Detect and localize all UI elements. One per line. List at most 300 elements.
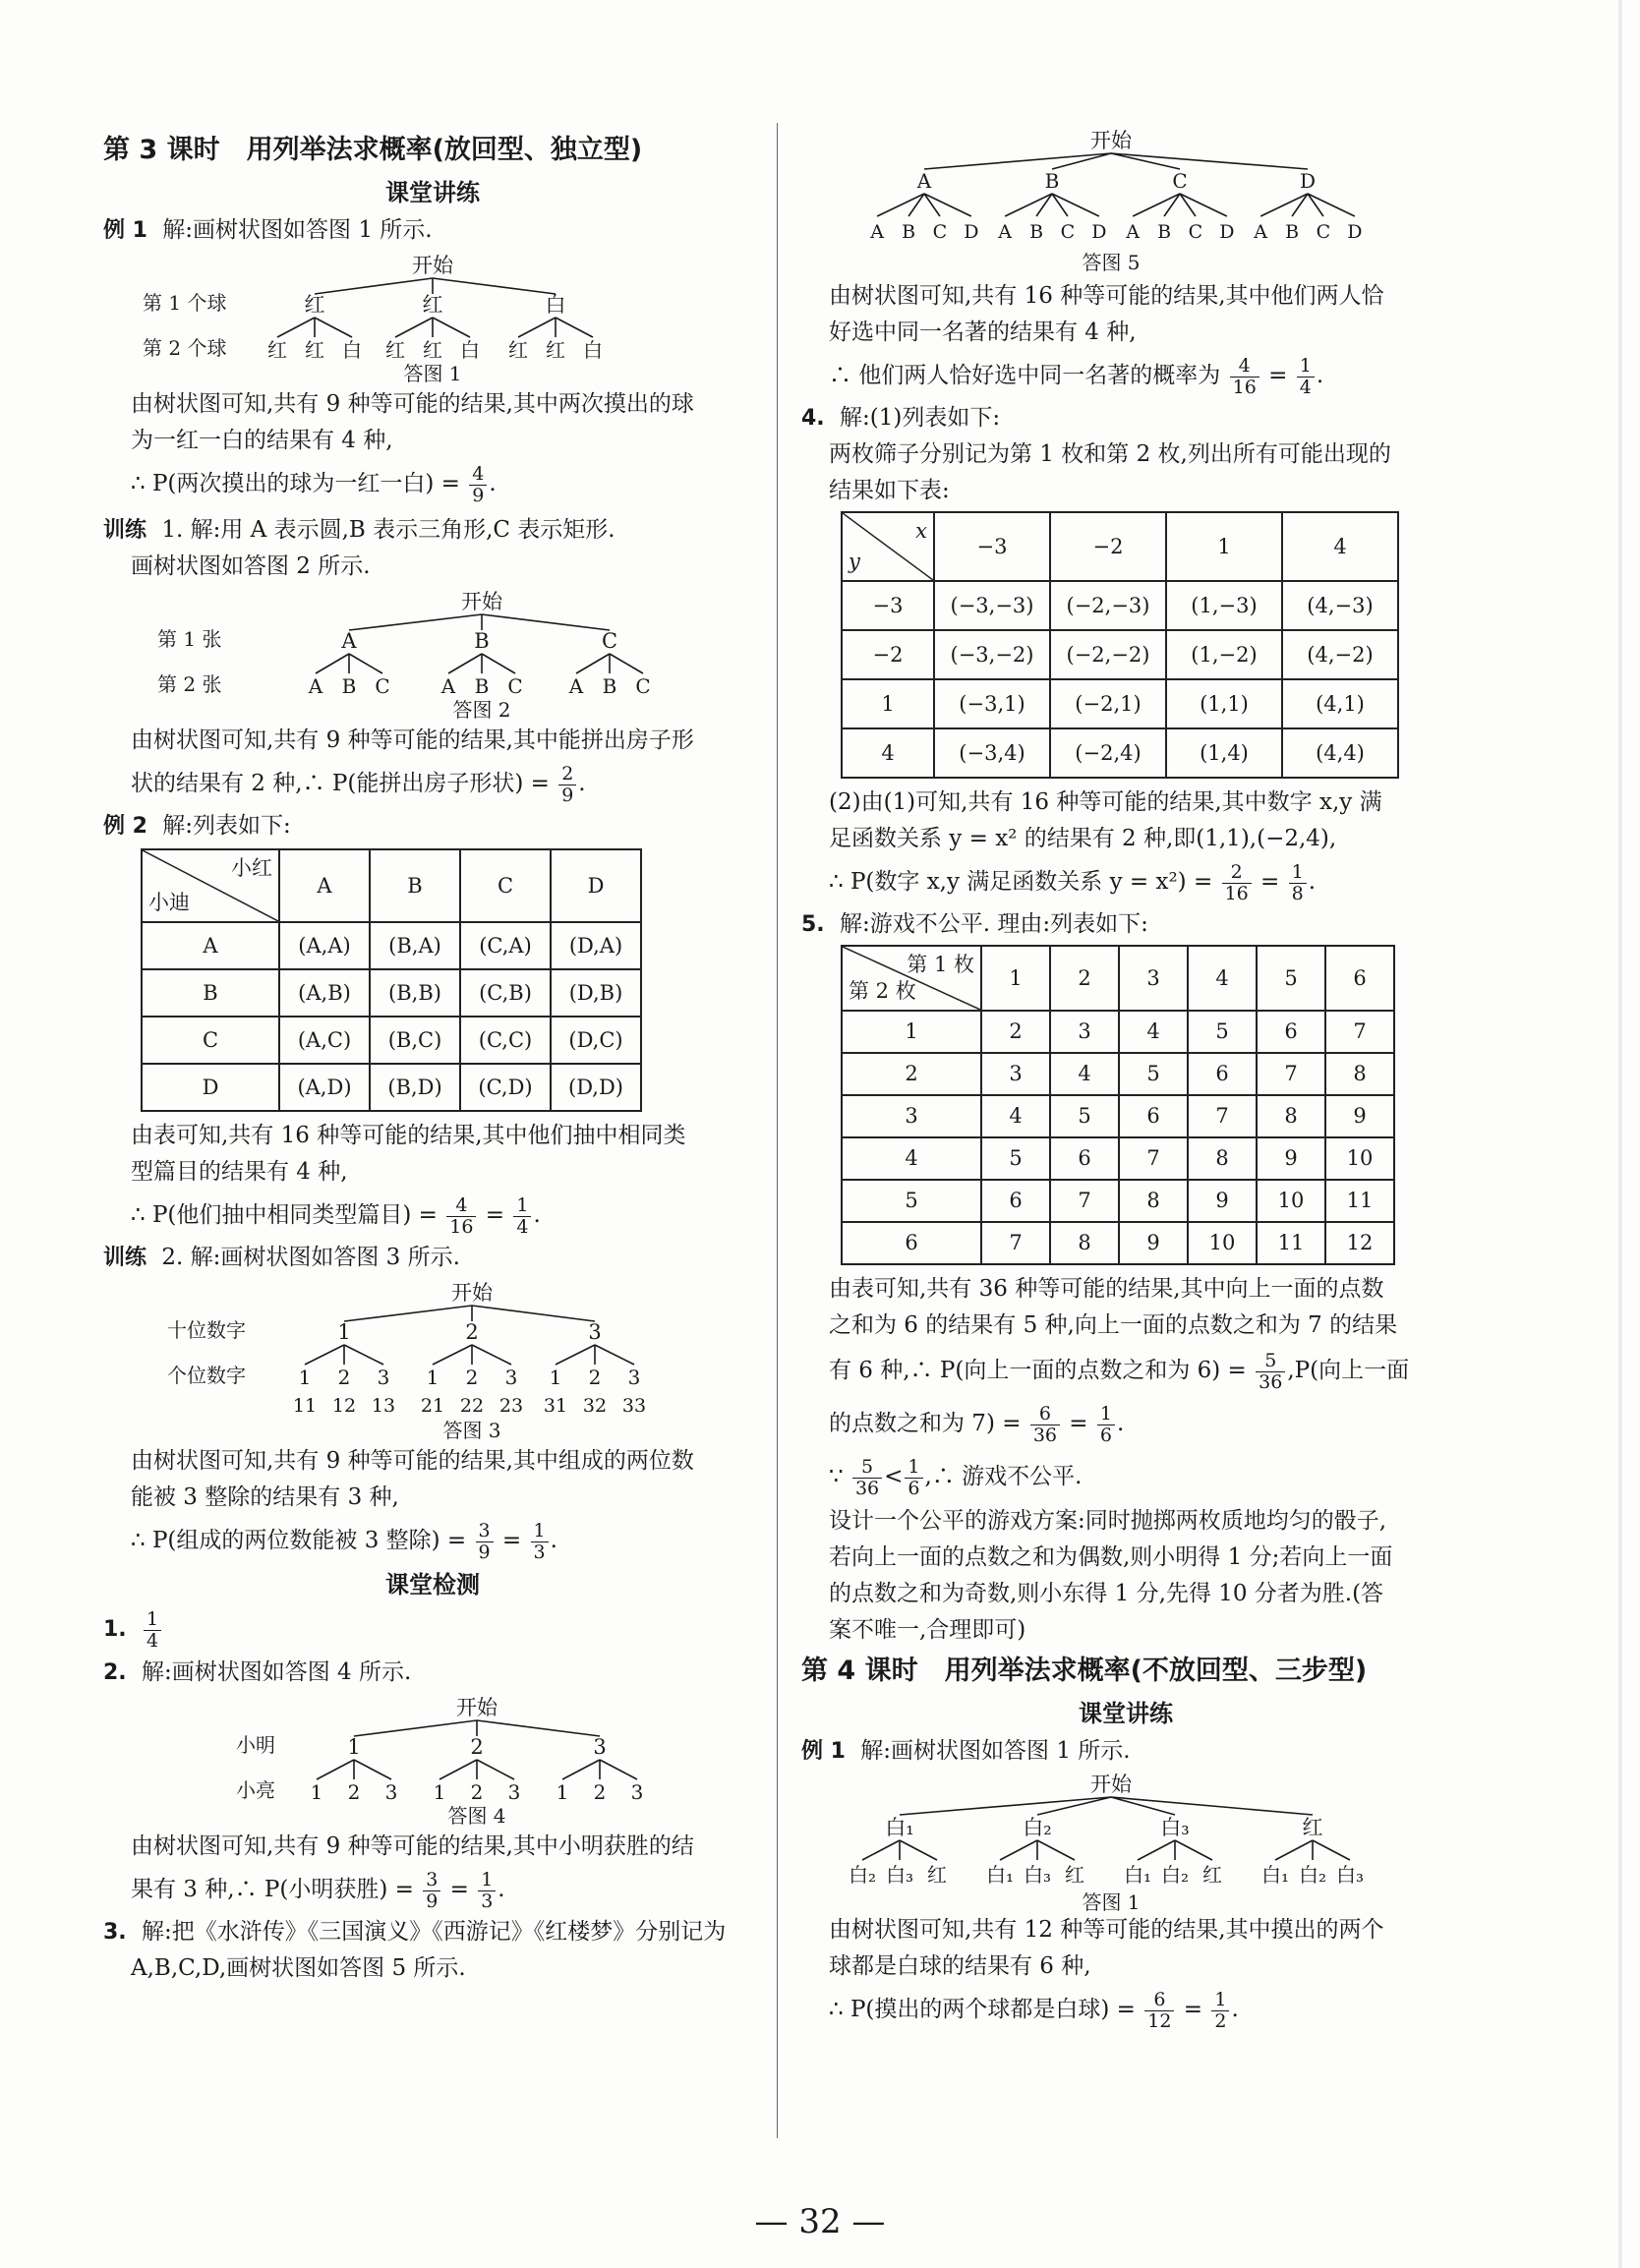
tree-branch bbox=[344, 1306, 472, 1321]
table-cell: 4 bbox=[1119, 1011, 1188, 1053]
table-cell: 5 bbox=[981, 1137, 1050, 1180]
table-row-header: 1 bbox=[842, 1011, 981, 1053]
tree-leaf: 3 bbox=[507, 1780, 521, 1804]
example-1b: 例 1 解:画树状图如答图 1 所示. bbox=[801, 1738, 1131, 1764]
tree-node: A bbox=[916, 169, 932, 193]
tree-leaf: 白₁ bbox=[1260, 1863, 1290, 1887]
tree-leaf: 白₂ bbox=[1298, 1863, 1327, 1887]
table-cell: (C,A) bbox=[460, 922, 551, 969]
tree-root: 开始 bbox=[456, 1696, 498, 1719]
tree-node: A bbox=[341, 629, 357, 653]
tree-branch bbox=[1111, 153, 1308, 169]
tree-node: 3 bbox=[593, 1735, 607, 1759]
tree-row-label: 小明 bbox=[236, 1733, 275, 1757]
tree-leaf: C bbox=[1316, 221, 1331, 243]
corner-top-label: 第 1 枚 bbox=[907, 953, 974, 976]
tree-leaf: D bbox=[1219, 221, 1235, 243]
table-row-header: 4 bbox=[842, 728, 934, 778]
tree-leaf: 白₃ bbox=[1335, 1863, 1365, 1887]
tree-caption: 答图 4 bbox=[447, 1804, 506, 1828]
fraction: $\frac{2}{9}$ bbox=[558, 764, 576, 806]
tree-leaf: 1 bbox=[433, 1780, 446, 1804]
tree-leaf: C bbox=[1060, 221, 1076, 243]
table-header-cell: 2 bbox=[1050, 946, 1119, 1011]
tree-branch bbox=[562, 1760, 600, 1779]
table-cell: 10 bbox=[1257, 1180, 1325, 1222]
tree-row-label: 第 2 张 bbox=[157, 672, 222, 696]
table-cell: 7 bbox=[1325, 1011, 1394, 1053]
tree-branch bbox=[1275, 1840, 1313, 1860]
table-cell: 6 bbox=[1119, 1095, 1188, 1137]
tree-node: 2 bbox=[470, 1735, 484, 1759]
tree-leaf: B bbox=[341, 674, 357, 698]
tree-diagram-4 bbox=[103, 1691, 762, 1829]
table-header-cell: A bbox=[279, 849, 370, 922]
tree-leaf: A bbox=[568, 674, 584, 698]
tree-row-label: 第 1 张 bbox=[157, 627, 222, 651]
training-1: 训练 1. 解:用 A 表示圆,B 表示三角形,C 表示矩形. bbox=[103, 517, 615, 543]
tree-leaf: 1 bbox=[549, 1366, 562, 1389]
example-2: 例 2 解:列表如下: bbox=[103, 813, 291, 839]
table-header-cell: 5 bbox=[1257, 946, 1325, 1011]
table-cell: 6 bbox=[981, 1180, 1050, 1222]
tree-branch bbox=[354, 1720, 477, 1736]
tree-leaf: 2 bbox=[347, 1780, 361, 1804]
table-cell: 6 bbox=[1188, 1053, 1257, 1095]
question-3: 3. 解:把《水浒传》《三国演义》《西游记》《红楼梦》分别记为 bbox=[103, 1919, 727, 1945]
tree-branch bbox=[439, 1760, 477, 1779]
table-cell: 6 bbox=[1050, 1137, 1119, 1180]
table-cell: (A,C) bbox=[279, 1017, 370, 1064]
tree-leaf: B bbox=[1285, 221, 1300, 243]
table-cell: 9 bbox=[1119, 1222, 1188, 1264]
table-cell: 8 bbox=[1188, 1137, 1257, 1180]
table-row-header: −2 bbox=[842, 630, 934, 679]
tree-branch bbox=[556, 1345, 595, 1365]
left-column: 第 3 课时 用列举法求概率(放回型、独立型) 课堂讲练 例 1 解:画树状图如答图 1 所示. 开始 第 1 个球 第 2 个球 红 红 红 白 红 红 红 白 白 红 红 白 答图 1 由树状图可知,共有 9 种等可能的结果,其中两次摸出的球 为一红一白的结果有 4 种, ∴ P(两次摸出的球为一红一白) = $\frac{4}{9}$ . 训练 1. 解:用 A 表示圆,B 表示三角形,C 表示矩形. 画树状图如答图 2 所示. 开始 第 1 张 第 2 张 A A B C B A B C C A B C 答图 2 由树状图可知,共有 9 种等可能的结果,其中能拼出房子形 状的结果有 2 种,∴ P(能拼出房子形状) = $\frac{2}{9}$ . 例 2 解:列表如下: 小红 小迪 A B C D A (A,A) (B,A) (C,A) (D,A) B (A,B) (B,B) (C,B) (D,B) C (A,C) (B,C) (C,C) (D,C) D (A,D) (B,D) (C,D) (D,D) 由表可知,共有 16 种等可能的结果,其中他们抽中相同类 型篇目的结果有 4 种, ∴ P(他们抽中相同类型篇目) = $\frac{4}{16}$ = $\frac{1}{4}$ . 训练 2. 解:画树状图如答图 3 所示. 开始 十位数字 个位数字 1 1 2 3 2 1 2 3 3 1 2 3 11 12 13 21 22 23 31 32 33 答图 3 由树状图可知,共有 9 种等可能的结果,其中组成的两位数 能被 3 整除的结果有 3 种, ∴ P(组成的两位数能被 3 整除) = $\frac{3}{9}$ = $\frac{1}{3}$ . 课堂检测 1. $\frac{1}{4}$ 2. 解:画树状图如答图 4 所示. 开始 小明 小亮 1 1 2 3 2 1 2 3 3 1 2 3 答图 4 由树状图可知,共有 9 种等可能的结果,其中小明获胜的结 果有 3 种,∴ P(小明获胜) = $\frac{3}{9}$ = $\frac{1}{3}$ . 3. 解:把《水浒传》《三国演义》《西游记》《红楼梦》分别记为 A,B,C,D,画树状图如答图 5 所示. bbox=[103, 128, 762, 1987]
table-cell: 9 bbox=[1257, 1137, 1325, 1180]
tree-branch bbox=[900, 1797, 1111, 1815]
table-cell: (A,A) bbox=[279, 922, 370, 969]
tree-node: 2 bbox=[465, 1320, 479, 1344]
table-cell: 11 bbox=[1257, 1222, 1325, 1264]
tree-leaf: 红 bbox=[546, 338, 565, 362]
tree-leaf: D bbox=[1091, 221, 1107, 243]
tree-node: C bbox=[601, 629, 618, 653]
question-5-table bbox=[841, 945, 1395, 1265]
table-cell: 5 bbox=[1050, 1095, 1119, 1137]
tree-root: 开始 bbox=[1090, 129, 1132, 152]
table-cell: (−3,−2) bbox=[934, 630, 1050, 679]
table-cell: 2 bbox=[981, 1011, 1050, 1053]
tree-node: C bbox=[1172, 169, 1188, 193]
training-2: 训练 2. 解:画树状图如答图 3 所示. bbox=[103, 1245, 460, 1270]
tree-leaf: 3 bbox=[384, 1780, 398, 1804]
tree-node: 白₃ bbox=[1160, 1816, 1190, 1839]
tree-branch bbox=[576, 654, 610, 673]
table-row bbox=[842, 1053, 1394, 1095]
tree-node: B bbox=[474, 629, 490, 653]
table-cell: 7 bbox=[1257, 1053, 1325, 1095]
table-row bbox=[842, 1222, 1394, 1264]
lesson-title: 第 3 课时 用列举法求概率(放回型、独立型) bbox=[103, 135, 643, 165]
table-header-cell: C bbox=[460, 849, 551, 922]
table-cell: 9 bbox=[1325, 1095, 1394, 1137]
table-header-cell: 1 bbox=[981, 946, 1050, 1011]
table-cell: 6 bbox=[1257, 1011, 1325, 1053]
example-2-table bbox=[141, 848, 642, 1112]
table-row-header: 1 bbox=[842, 679, 934, 728]
tree-branch bbox=[344, 1345, 383, 1365]
table-row-header: A bbox=[142, 922, 279, 969]
table-cell: 4 bbox=[1050, 1053, 1119, 1095]
tree-node: 白 bbox=[545, 293, 566, 317]
tree-node: 白₂ bbox=[1023, 1816, 1052, 1839]
table-corner-cell bbox=[842, 946, 981, 1011]
table-cell: 10 bbox=[1188, 1222, 1257, 1264]
tree-leaf: 白₃ bbox=[1023, 1863, 1052, 1887]
tree-caption: 答图 2 bbox=[452, 698, 511, 722]
table-cell: (1,4) bbox=[1166, 728, 1282, 778]
tree-branch bbox=[477, 1760, 514, 1779]
tree-node: 1 bbox=[347, 1735, 361, 1759]
table-cell: 4 bbox=[981, 1095, 1050, 1137]
tree-leaf: 红 bbox=[927, 1863, 947, 1887]
tree-branch bbox=[518, 318, 556, 337]
tree-leaf: 白₁ bbox=[1123, 1863, 1152, 1887]
tree-branch bbox=[1175, 1840, 1212, 1860]
tree-branch bbox=[349, 654, 382, 673]
tree-leaf: 3 bbox=[627, 1366, 641, 1389]
example-label: 例 1 bbox=[103, 218, 147, 243]
tree-leaf: 1 bbox=[298, 1366, 312, 1389]
table-row bbox=[142, 1017, 641, 1064]
tree-leaf: B bbox=[1157, 221, 1172, 243]
tree-root: 开始 bbox=[1090, 1773, 1132, 1796]
table-cell: 9 bbox=[1188, 1180, 1257, 1222]
question-2: 2. 解:画树状图如答图 4 所示. bbox=[103, 1659, 412, 1685]
table-header-row bbox=[842, 512, 1398, 581]
tree-leaf: C bbox=[507, 674, 523, 698]
table-row-header: 4 bbox=[842, 1137, 981, 1180]
tree-leaf: 2 bbox=[470, 1780, 484, 1804]
question-4-table bbox=[841, 511, 1399, 779]
tree-number: 23 bbox=[498, 1395, 524, 1417]
table-cell: (B,C) bbox=[370, 1017, 460, 1064]
tree-branch bbox=[317, 1760, 354, 1779]
table-cell: (C,C) bbox=[460, 1017, 551, 1064]
table-cell: (4,1) bbox=[1282, 679, 1398, 728]
corner-bottom-label: y bbox=[849, 550, 860, 573]
fraction: $\frac{4}{9}$ bbox=[469, 464, 487, 506]
table-cell: 8 bbox=[1257, 1095, 1325, 1137]
tree-leaf: B bbox=[474, 674, 490, 698]
table-row bbox=[842, 728, 1398, 778]
tree-branch bbox=[349, 614, 482, 630]
tree-node: 红 bbox=[304, 293, 325, 317]
tree-branch bbox=[862, 1840, 900, 1860]
tree-diagram-2 bbox=[103, 585, 762, 723]
tree-leaf: C bbox=[635, 674, 651, 698]
table-cell: 7 bbox=[1050, 1180, 1119, 1222]
tree-number: 31 bbox=[543, 1395, 568, 1417]
table-row-header: 3 bbox=[842, 1095, 981, 1137]
tree-leaf: 白 bbox=[583, 338, 603, 362]
tree-leaf: 红 bbox=[423, 338, 442, 362]
tree-leaf: 1 bbox=[426, 1366, 439, 1389]
tree-leaf: A bbox=[440, 674, 456, 698]
table-row bbox=[142, 922, 641, 969]
table-cell: (−3,1) bbox=[934, 679, 1050, 728]
tree-branch bbox=[395, 318, 433, 337]
tree-node: 红 bbox=[1302, 1816, 1323, 1839]
tree-leaf: D bbox=[964, 221, 979, 243]
table-cell: (1,−2) bbox=[1166, 630, 1282, 679]
tree-branch bbox=[482, 614, 610, 630]
table-row-header: 5 bbox=[842, 1180, 981, 1222]
question-4: 4. 解:(1)列表如下: bbox=[801, 405, 1001, 431]
corner-bottom-label: 第 2 枚 bbox=[849, 979, 916, 1003]
tree-caption: 答图 5 bbox=[1082, 251, 1141, 274]
tree-branch bbox=[1138, 1840, 1175, 1860]
table-row-header: 2 bbox=[842, 1053, 981, 1095]
table-cell: (D,C) bbox=[551, 1017, 641, 1064]
table-cell: (−2,1) bbox=[1050, 679, 1166, 728]
tree-row-label: 十位数字 bbox=[167, 1318, 246, 1342]
table-cell: 11 bbox=[1325, 1180, 1394, 1222]
table-row bbox=[842, 581, 1398, 630]
table-cell: 10 bbox=[1325, 1137, 1394, 1180]
tree-leaf: 2 bbox=[588, 1366, 602, 1389]
tree-row-label: 小亮 bbox=[236, 1778, 275, 1802]
tree-branch bbox=[610, 654, 643, 673]
tree-root: 开始 bbox=[461, 590, 502, 613]
tree-branch bbox=[477, 1720, 600, 1736]
table-cell: 7 bbox=[1119, 1137, 1188, 1180]
table-row bbox=[842, 630, 1398, 679]
tree-caption: 答图 1 bbox=[1082, 1890, 1141, 1912]
tree-leaf: C bbox=[1188, 221, 1203, 243]
tree-number: 33 bbox=[621, 1395, 647, 1417]
tree-diagram-1 bbox=[103, 249, 762, 386]
tree-branch bbox=[1313, 1840, 1350, 1860]
table-cell: 7 bbox=[1188, 1095, 1257, 1137]
table-header-cell: B bbox=[370, 849, 460, 922]
table-corner-cell bbox=[842, 512, 934, 581]
tree-leaf: 红 bbox=[1202, 1863, 1222, 1887]
table-cell: (D,A) bbox=[551, 922, 641, 969]
table-cell: 5 bbox=[1188, 1011, 1257, 1053]
tree-leaf: 2 bbox=[465, 1366, 479, 1389]
tree-row-label: 第 1 个球 bbox=[143, 291, 227, 315]
table-cell: (C,D) bbox=[460, 1064, 551, 1111]
tree-leaf: 红 bbox=[305, 338, 324, 362]
table-cell: 8 bbox=[1119, 1180, 1188, 1222]
tree-leaf: B bbox=[1029, 221, 1044, 243]
table-cell: (−3,−3) bbox=[934, 581, 1050, 630]
tree-branch bbox=[354, 1760, 391, 1779]
tree-branch bbox=[433, 1345, 472, 1365]
table-cell: (D,D) bbox=[551, 1064, 641, 1111]
tree-leaf: 3 bbox=[630, 1780, 644, 1804]
tree-leaf: B bbox=[902, 221, 916, 243]
corner-top-label: 小红 bbox=[231, 856, 272, 880]
section-heading: 课堂讲练 bbox=[385, 179, 480, 206]
tree-leaf: A bbox=[870, 221, 885, 243]
table-cell: (A,B) bbox=[279, 969, 370, 1017]
table-cell: (B,D) bbox=[370, 1064, 460, 1111]
table-cell: (4,−2) bbox=[1282, 630, 1398, 679]
table-row bbox=[142, 969, 641, 1017]
tree-number: 21 bbox=[420, 1395, 445, 1417]
tree-leaf: 3 bbox=[504, 1366, 518, 1389]
tree-leaf: 白₃ bbox=[885, 1863, 914, 1887]
table-header-cell: 4 bbox=[1282, 512, 1398, 581]
tree-leaf: 白₂ bbox=[1160, 1863, 1190, 1887]
table-row-header: B bbox=[142, 969, 279, 1017]
table-cell: (4,−3) bbox=[1282, 581, 1398, 630]
tree-leaf: 白₁ bbox=[985, 1863, 1015, 1887]
tree-leaf: 2 bbox=[337, 1366, 351, 1389]
corner-bottom-label: 小迪 bbox=[148, 891, 190, 914]
lesson-title-2: 第 4 课时 用列举法求概率(不放回型、三步型) bbox=[801, 1656, 1368, 1686]
tree-branch bbox=[600, 1760, 637, 1779]
tree-leaf: C bbox=[932, 221, 948, 243]
table-cell: (−2,−3) bbox=[1050, 581, 1166, 630]
page-edge bbox=[1618, 0, 1622, 2268]
table-cell: 8 bbox=[1050, 1222, 1119, 1264]
corner-top-label: x bbox=[915, 519, 927, 543]
tree-leaf: A bbox=[308, 674, 323, 698]
tree-leaf: 1 bbox=[556, 1780, 569, 1804]
table-row-header: D bbox=[142, 1064, 279, 1111]
tree-node: B bbox=[1044, 169, 1060, 193]
table-cell: (−2,4) bbox=[1050, 728, 1166, 778]
table-cell: 12 bbox=[1325, 1222, 1394, 1264]
tree-branch bbox=[482, 654, 515, 673]
table-cell: (D,B) bbox=[551, 969, 641, 1017]
tree-leaf: 白₂ bbox=[848, 1863, 877, 1887]
tree-leaf: 红 bbox=[1065, 1863, 1084, 1887]
tree-node: 白₁ bbox=[885, 1816, 914, 1839]
tree-branch bbox=[472, 1306, 595, 1321]
tree-branch bbox=[433, 278, 556, 294]
table-row-header: 6 bbox=[842, 1222, 981, 1264]
section-heading: 课堂讲练 bbox=[1079, 1700, 1173, 1727]
section-heading: 课堂检测 bbox=[385, 1571, 480, 1599]
tree-node: 3 bbox=[588, 1320, 602, 1344]
tree-row-label: 个位数字 bbox=[167, 1364, 246, 1387]
example-1: 例 1 解:画树状图如答图 1 所示. bbox=[103, 217, 433, 243]
table-cell: (4,4) bbox=[1282, 728, 1398, 778]
tree-root: 开始 bbox=[451, 1281, 493, 1305]
column-divider bbox=[777, 123, 778, 2138]
table-cell: (−2,−2) bbox=[1050, 630, 1166, 679]
page-number: — 32 — bbox=[754, 2202, 886, 2241]
table-row-header: C bbox=[142, 1017, 279, 1064]
tree-node: 1 bbox=[337, 1320, 351, 1344]
table-header-cell: 6 bbox=[1325, 946, 1394, 1011]
tree-leaf: 1 bbox=[310, 1780, 323, 1804]
table-row bbox=[142, 1064, 641, 1111]
tree-number: 12 bbox=[331, 1395, 357, 1417]
tree-branch bbox=[556, 318, 593, 337]
tree-leaf: B bbox=[602, 674, 617, 698]
tree-leaf: C bbox=[375, 674, 390, 698]
tree-leaf: D bbox=[1347, 221, 1363, 243]
tree-branch bbox=[315, 278, 433, 294]
tree-leaf: 3 bbox=[377, 1366, 390, 1389]
table-header-cell: 3 bbox=[1119, 946, 1188, 1011]
table-cell: (−3,4) bbox=[934, 728, 1050, 778]
tree-leaf: 白 bbox=[342, 338, 362, 362]
table-header-cell: 1 bbox=[1166, 512, 1282, 581]
tree-diagram-5 bbox=[801, 126, 1450, 278]
tree-caption: 答图 3 bbox=[442, 1419, 501, 1442]
table-cell: 8 bbox=[1325, 1053, 1394, 1095]
table-header-cell: 4 bbox=[1188, 946, 1257, 1011]
question-5: 5. 解:游戏不公平. 理由:列表如下: bbox=[801, 911, 1148, 937]
tree-branch bbox=[1037, 1840, 1075, 1860]
table-header-cell: D bbox=[551, 849, 641, 922]
tree-node: 红 bbox=[422, 293, 443, 317]
tree-caption: 答图 1 bbox=[403, 362, 462, 385]
tree-leaf: 红 bbox=[385, 338, 405, 362]
tree-branch bbox=[472, 1345, 511, 1365]
tree-leaf: 白 bbox=[460, 338, 480, 362]
tree-branch bbox=[1000, 1840, 1037, 1860]
table-cell: 3 bbox=[1050, 1011, 1119, 1053]
tree-branch bbox=[316, 654, 349, 673]
table-cell: (C,B) bbox=[460, 969, 551, 1017]
tree-branch bbox=[900, 1840, 937, 1860]
table-row-header: −3 bbox=[842, 581, 934, 630]
tree-number: 32 bbox=[582, 1395, 608, 1417]
tree-diagram-6 bbox=[801, 1770, 1450, 1912]
tree-number: 13 bbox=[371, 1395, 396, 1417]
tree-branch bbox=[315, 318, 352, 337]
tree-branch bbox=[305, 1345, 344, 1365]
question-1: 1. $\frac{1}{4}$ bbox=[103, 1604, 762, 1655]
tree-leaf: 2 bbox=[593, 1780, 607, 1804]
tree-leaf: 红 bbox=[267, 338, 287, 362]
table-row bbox=[842, 679, 1398, 728]
right-column: 开始 A A B C D B A B C D C A B C D D A B C D 答图 5 由树状图可知,共有 16 种等可能的结果,其中他们两人恰 好选中同一名著的结果有 4 种, ∴ 他们两人恰好选中同一名著的概率为 $\frac{4}{16}$ = $\frac{1}{4}$ . 4. 解:(1)列表如下: 两枚筛子分别记为第 1 枚和第 2 枚,列出所有可能出现的 结果如下表: x y −3 −2 1 4 −3 (−3,−3) (−2,−3) (1,−3) (4,−3) −2 (−3,−2) (−2,−2) (1,−2) (4,−2) 1 (−3,1) (−2,1) (1,1) (4,1) 4 (−3,4) (−2,4) (1,4) (4,4) (2)由(1)可知,共有 16 种等可能的结果,其中数字 x,y 满 足函数关系 y = x² 的结果有 2 种,即(1,1),(−2,4), ∴ P(数字 x,y 满足函数关系 y = x²) = $\frac{2}{16}$ = $\frac{1}{8}$ . 5. 解:游戏不公平. 理由:列表如下: 第 1 枚 第 2 枚 1 2 3 4 5 6 1 2 3 4 5 6 7 2 3 4 5 6 7 8 3 4 5 6 7 8 9 4 5 6 7 8 9 10 5 6 7 8 9 10 11 6 7 8 9 10 11 12 由表可知,共有 36 种等可能的结果,其中向上一面的点数 之和为 6 的结果有 5 种,向上一面的点数之和为 7 的结果 有 6 种,∴ P(向上一面的点数之和为 6) = $\frac{5}{36}$ ,P(向上一面 的点数之和为 7) = $\frac{6}{36}$ = $\frac{1}{6}$ . ∵ $\frac{5}{36}$ < $\frac{1}{6}$ ,∴ 游戏不公平. 设计一个公平的游戏方案:同时抛掷两枚质地均匀的骰子, 若向上一面的点数之和为偶数,则小明得 1 分;若向上一面 的点数之和为奇数,则小东得 1 分,先得 10 分者为胜.(答 案不唯一,合理即可) 第 4 课时 用列举法求概率(不放回型、三步型) 课堂讲练 例 1 解:画树状图如答图 1 所示. 开始 白₁ 白₂ 白₃ 红 白₂ 白₁ 白₃ 红 白₃ 白₁ 白₂ 红 红 白₁ 白₂ 白₃ 答图 1 由树状图可知,共有 12 种等可能的结果,其中摸出的两个 球都是白球的结果有 6 种, ∴ P(摸出的两个球都是白球) = $\frac{6}{12}$ = $\frac{1}{2}$ . bbox=[801, 126, 1450, 2034]
table-cell: (1,1) bbox=[1166, 679, 1282, 728]
table-cell: (1,−3) bbox=[1166, 581, 1282, 630]
table-corner-cell bbox=[142, 849, 279, 922]
table-cell: (B,A) bbox=[370, 922, 460, 969]
table-cell: (B,B) bbox=[370, 969, 460, 1017]
table-header-cell: −3 bbox=[934, 512, 1050, 581]
tree-leaf: 红 bbox=[508, 338, 528, 362]
tree-leaf: A bbox=[998, 221, 1013, 243]
table-header-row bbox=[842, 946, 1394, 1011]
table-row bbox=[842, 1095, 1394, 1137]
table-cell: 7 bbox=[981, 1222, 1050, 1264]
tree-number: 11 bbox=[292, 1395, 318, 1417]
tree-number: 22 bbox=[459, 1395, 485, 1417]
tree-branch bbox=[277, 318, 315, 337]
table-header-row bbox=[142, 849, 641, 922]
tree-diagram-3 bbox=[103, 1276, 762, 1443]
table-cell: 5 bbox=[1119, 1053, 1188, 1095]
tree-branch bbox=[595, 1345, 634, 1365]
tree-leaf: A bbox=[1126, 221, 1141, 243]
table-row bbox=[842, 1137, 1394, 1180]
tree-leaf: A bbox=[1254, 221, 1268, 243]
tree-branch bbox=[448, 654, 482, 673]
